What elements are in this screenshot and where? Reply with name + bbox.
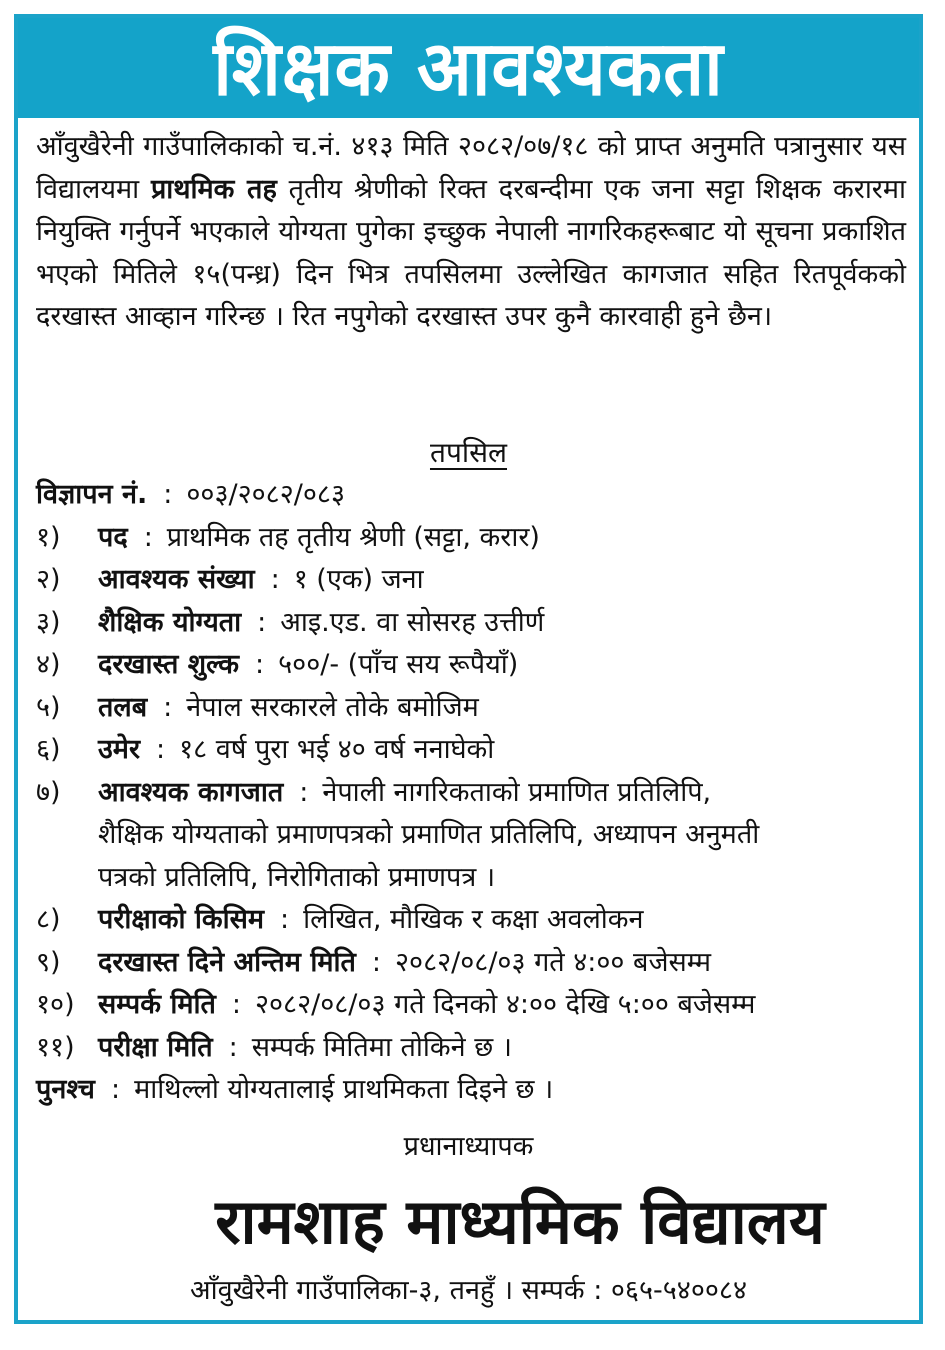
detail-item-qualification — [36, 602, 911, 645]
details-heading: तपसिल — [429, 436, 508, 469]
item-number: १०) — [36, 989, 75, 1020]
item-value: १ (एक) जना — [293, 564, 424, 595]
detail-item-age — [36, 729, 911, 772]
detail-item-post — [36, 517, 911, 560]
item-value: सम्पर्क मितिमा तोकिने छ । — [251, 1031, 512, 1063]
note-row — [36, 1069, 911, 1112]
item-label: परीक्षा मिति — [98, 1031, 213, 1063]
documents-continuation-2: पत्रको प्रतिलिपि, निरोगिताको प्रमाणपत्र । — [98, 861, 496, 893]
item-label: सम्पर्क मिति — [98, 989, 216, 1020]
item-number: ३) — [36, 606, 61, 638]
intro-text-1: आँवुखैरेनी गाउँपालिकाको च.नं. ४१३ मिति २०८२/०७/१८ को प्राप्त अनुमति पत्रानुसार यस विद्यालयमा — [36, 131, 906, 205]
item-number: ४) — [36, 649, 61, 680]
separator: : — [228, 1031, 238, 1063]
item-number: ५) — [36, 691, 61, 723]
item-label: तलब — [98, 691, 148, 723]
separator: : — [255, 649, 265, 680]
item-label: उमेर — [98, 734, 140, 765]
item-label: आवश्यक कागजात — [98, 776, 284, 808]
separator: : — [156, 734, 166, 765]
separator: : — [110, 1074, 121, 1105]
details-list — [36, 474, 911, 1112]
detail-item-count — [36, 559, 911, 602]
item-label: आवश्यक संख्या — [98, 564, 255, 595]
ad-number-label: विज्ञापन नं. — [36, 479, 148, 510]
separator: : — [143, 521, 153, 553]
separator: : — [163, 691, 173, 723]
item-number: ११) — [36, 1031, 75, 1063]
separator: : — [231, 989, 241, 1020]
item-value: ५००/- (पाँच सय रूपैयाँ) — [278, 649, 519, 680]
detail-item-deadline — [36, 942, 911, 985]
item-label: दरखास्त दिने अन्तिम मिति — [98, 946, 356, 978]
item-number: ७) — [36, 776, 61, 808]
item-value: लिखित, मौखिक र कक्षा अवलोकन — [303, 904, 644, 935]
signer-title: प्रधानाध्यापक — [403, 1131, 534, 1162]
item-value: प्राथमिक तह तृतीय श्रेणी (सट्टा, करार) — [166, 521, 540, 553]
item-number: १) — [36, 521, 61, 553]
detail-item-contact-date — [36, 984, 911, 1027]
separator: : — [279, 904, 290, 935]
item-value: नेपाली नागरिकताको प्रमाणित प्रतिलिपि, — [322, 776, 712, 808]
notice-frame — [14, 14, 923, 1324]
item-label: दरखास्त शुल्क — [98, 649, 240, 680]
documents-continuation-1: शैक्षिक योग्यताको प्रमाणपत्रको प्रमाणित प्रतिलिपि, अध्यापन अनुमती — [98, 819, 760, 850]
notice-title: शिक्षक आवश्यकता — [213, 23, 724, 113]
ad-number-value: ००३/२०८२/०८३ — [186, 479, 345, 510]
detail-item-salary — [36, 687, 911, 730]
item-value: २०८२/०८/०३ गते दिनको ४:०० देखि ५:०० बजेसम्म — [254, 989, 756, 1020]
notice-banner — [18, 18, 919, 118]
item-number: २) — [36, 564, 61, 595]
item-value: आइ.एड. वा सोसरह उत्तीर्ण — [280, 606, 545, 638]
separator: : — [371, 946, 381, 978]
item-number: ८) — [36, 904, 61, 935]
separator: : — [257, 606, 267, 638]
item-value: २०८२/०८/०३ गते ४:०० बजेसम्म — [394, 946, 711, 978]
ad-number-row — [36, 474, 911, 517]
item-label: परीक्षाको किसिम — [98, 904, 264, 935]
separator: : — [299, 776, 309, 808]
detail-item-exam-date — [36, 1027, 911, 1070]
detail-item-exam-type — [36, 899, 911, 942]
item-value: नेपाल सरकारले तोके बमोजिम — [186, 691, 479, 723]
intro-bold-level: प्राथमिक तह — [150, 173, 277, 205]
detail-item-documents — [36, 772, 911, 815]
separator: : — [270, 564, 280, 595]
item-number: ६) — [36, 734, 61, 765]
separator: : — [163, 479, 173, 510]
intro-paragraph — [36, 126, 906, 339]
intro-text-2: तृतीय श्रेणीको रिक्त दरबन्दीमा एक जना सट्टा शिक्षक करारमा नियुक्ति गर्नुपर्ने भएकाले योग्यता पुगेका इच्छुक नेपाली नागरिकहरूबाट यो सूचना प्रकाशित भएको मितिले १५(पन्ध्र) दिन भित्र तपसिलमा उल्लेखित कागजात सहित रितपूर्वकको दरखास्त आव्हान गरिन्छ । रित नपुगेको दरखास्त उपर कुनै कारवाही हुने छैन। — [36, 173, 906, 332]
item-number: ९) — [36, 946, 61, 978]
note-label: पुनश्च — [36, 1074, 95, 1105]
school-address-contact: आँवुखैरेनी गाउँपालिका-३, तनहुँ । सम्पर्क : ०६५-५४००८४ — [189, 1275, 747, 1306]
detail-item-fee — [36, 644, 911, 687]
school-name: रामशाह माध्यमिक विद्यालय — [215, 1185, 825, 1258]
note-value: माथिल्लो योग्यतालाई प्राथमिकता दिइने छ । — [134, 1074, 554, 1105]
item-label: पद — [98, 521, 128, 553]
item-value: १८ वर्ष पुरा भई ४० वर्ष ननाघेको — [179, 734, 495, 765]
item-label: शैक्षिक योग्यता — [98, 606, 242, 638]
